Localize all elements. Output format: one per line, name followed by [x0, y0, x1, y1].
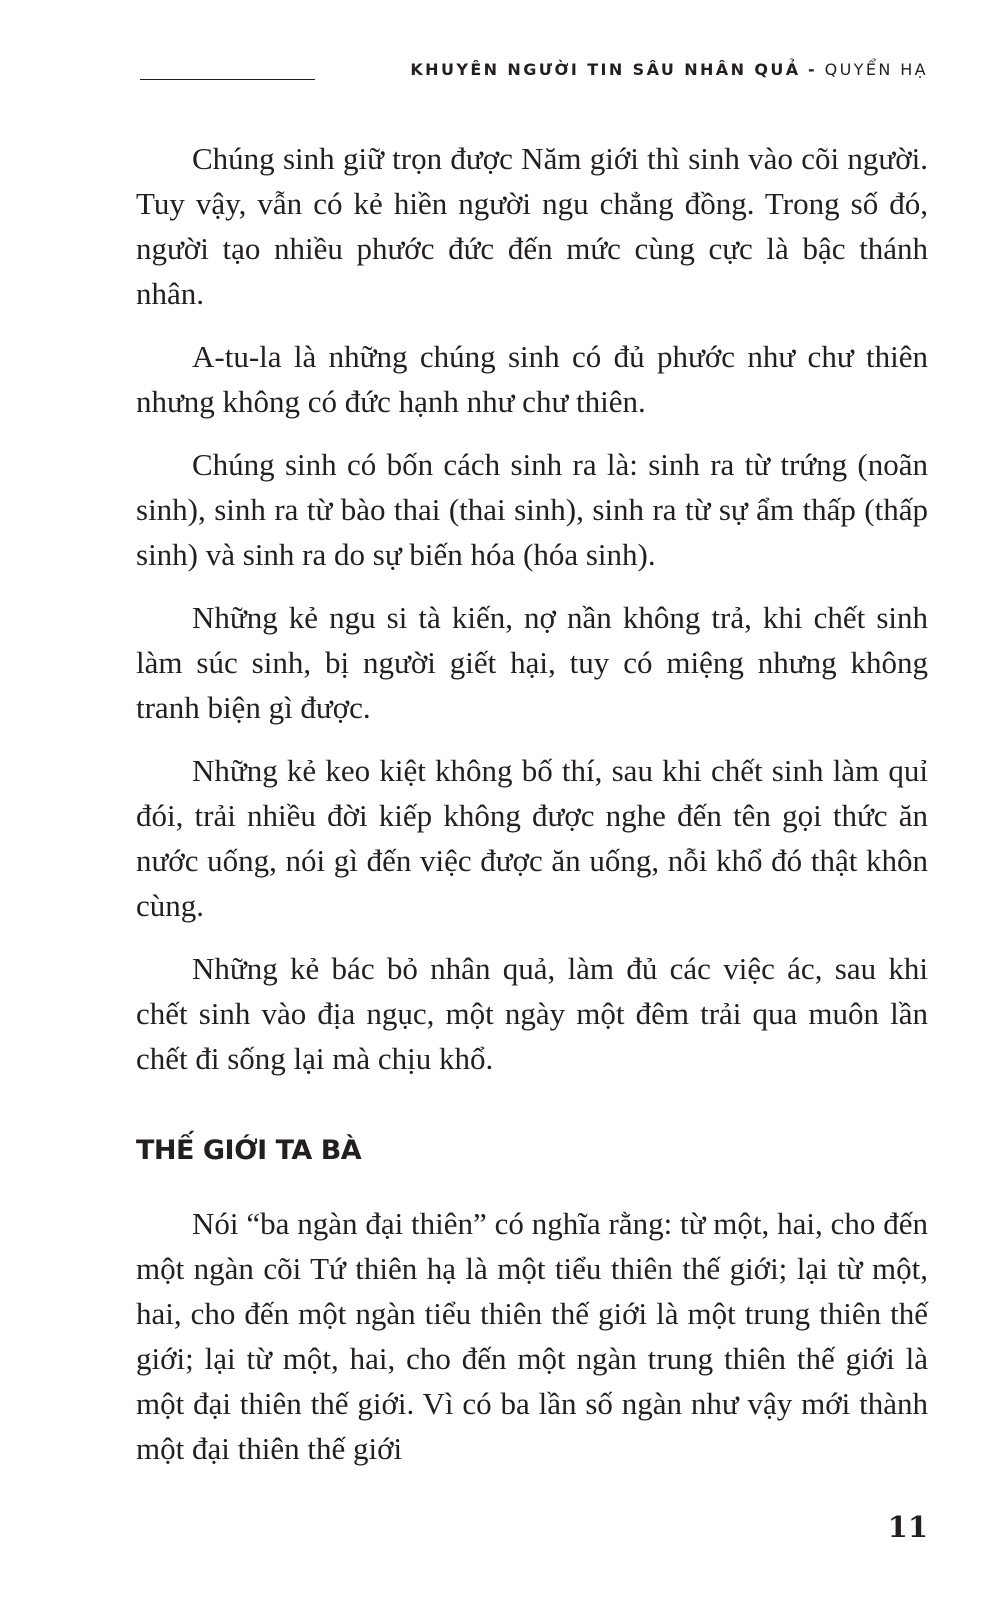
paragraph-2: A-tu-la là những chúng sinh có đủ phước như chư thiên nhưng không có đức hạnh như chư thiên.: [136, 339, 928, 419]
book-title: KHUYÊN NGƯỜI TIN SÂU NHÂN QUẢ: [410, 60, 801, 79]
header-rule: [140, 79, 315, 80]
paragraph-4: Những kẻ ngu si tà kiến, nợ nần không trả, khi chết sinh làm súc sinh, bị người giết hại, tuy có miệng nhưng không tranh biện gì được.: [136, 600, 928, 725]
header-separator: -: [808, 60, 818, 79]
volume-label: QUYỂN HẠ: [824, 60, 928, 79]
section-heading: THẾ GIỚI TA BÀ: [136, 1135, 362, 1166]
paragraph-1: Chúng sinh giữ trọn được Năm giới thì sinh vào cõi người. Tuy vậy, vẫn có kẻ hiền người ngu chẳng đồng. Trong số đó, người tạo nhiều phước đức đến mức cùng cực là bậc thánh nhân.: [136, 141, 928, 311]
paragraph-5: Những kẻ keo kiệt không bố thí, sau khi chết sinh làm quỉ đói, trải nhiều đời kiếp không được nghe đến tên gọi thức ăn nước uống, nói gì đến việc được ăn uống, nỗi khổ đó thật khôn cùng.: [136, 753, 928, 923]
page-number: 11: [887, 1510, 928, 1544]
running-header: [410, 60, 928, 79]
paragraph-3: Chúng sinh có bốn cách sinh ra là: sinh ra từ trứng (noãn sinh), sinh ra từ bào thai (thai sinh), sinh ra từ sự ẩm thấp (thấp sinh) và sinh ra do sự biến hóa (hóa sinh).: [136, 447, 928, 572]
body-text: [136, 136, 928, 1489]
paragraph-6: Những kẻ bác bỏ nhân quả, làm đủ các việc ác, sau khi chết sinh vào địa ngục, một ngày một đêm trải qua muôn lần chết đi sống lại mà chịu khổ.: [136, 951, 928, 1076]
section-paragraph-1: Nói “ba ngàn đại thiên” có nghĩa rằng: từ một, hai, cho đến một ngàn cõi Tứ thiên hạ là một tiểu thiên thế giới; lại từ một, hai, cho đến một ngàn tiểu thiên thế giới là một trung thiên thế giới; lại từ một, hai, cho đến một ngàn trung thiên thế giới là một đại thiên thế giới. Vì có ba lần số ngàn như vậy mới thành một đại thiên thế giới: [136, 1206, 928, 1466]
